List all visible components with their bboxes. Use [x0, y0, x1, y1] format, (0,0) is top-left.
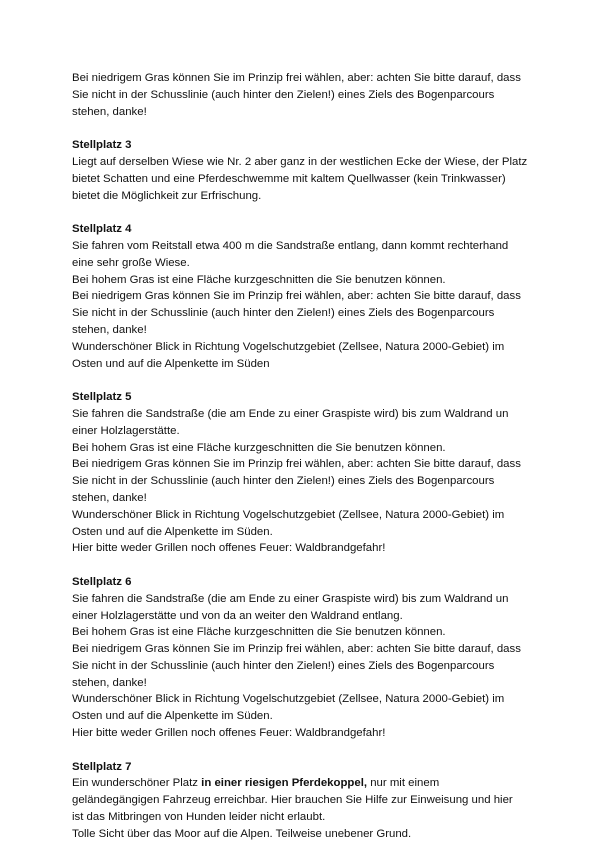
section-heading: Stellplatz 4	[72, 223, 132, 236]
text-line: einer Holzlagerstätte.	[72, 424, 180, 437]
text-line: Sie nicht in der Schusslinie (auch hinter den Zielen!) eines Ziels des Bogenparcours	[72, 307, 495, 320]
text-line: Sie nicht in der Schusslinie (auch hinter den Zielen!) eines Ziels des Bogenparcours	[72, 659, 495, 672]
text-line: Hier bitte weder Grillen noch offenes Feuer: Waldbrandgefahr!	[72, 542, 386, 555]
text-line: Bei niedrigem Gras können Sie im Prinzip frei wählen, aber: achten Sie bitte darauf, dass	[72, 458, 521, 471]
text-line: Sie nicht in der Schusslinie (auch hinter den Zielen!) eines Ziels des Bogenparcours	[72, 475, 495, 488]
text-line: Wunderschöner Blick in Richtung Vogelschutzgebiet (Zellsee, Natura 2000-Gebiet) im	[72, 340, 505, 353]
text-line: Osten und auf die Alpenkette im Süden	[72, 357, 270, 370]
text-line: Bei hohem Gras ist eine Fläche kurzgeschnitten die Sie benutzen können.	[72, 273, 446, 286]
text-line: Osten und auf die Alpenkette im Süden.	[72, 525, 273, 538]
text-line: Bei niedrigem Gras können Sie im Prinzip frei wählen, aber: achten Sie bitte darauf, dass	[72, 72, 521, 84]
text-line: Hier bitte weder Grillen noch offenes Feuer: Waldbrandgefahr!	[72, 727, 386, 740]
section-stellplatz-4	[72, 221, 542, 372]
text-run: Ein wunderschöner Platz	[72, 777, 202, 790]
text-line: Liegt auf derselben Wiese wie Nr. 2 aber ganz in der westlichen Ecke der Wiese, der Platz	[72, 155, 528, 168]
section-heading: Stellplatz 3	[72, 139, 132, 152]
section-stellplatz-5	[72, 389, 542, 557]
section-stellplatz-3	[72, 137, 542, 204]
section-heading: Stellplatz 5	[72, 391, 132, 404]
section-body	[72, 775, 542, 842]
text-line: bietet Schatten und eine Pferdeschwemme mit kaltem Quellwasser (kein Trinkwasser)	[72, 172, 506, 185]
section-body	[72, 591, 542, 742]
text-line: Wunderschöner Blick in Richtung Vogelschutzgebiet (Zellsee, Natura 2000-Gebiet) im	[72, 508, 505, 521]
text-line: stehen, danke!	[72, 491, 147, 504]
text-line: Bei niedrigem Gras können Sie im Prinzip frei wählen, aber: achten Sie bitte darauf, dass	[72, 290, 521, 303]
text-line: Sie fahren die Sandstraße (die am Ende zu einer Graspiste wird) bis zum Waldrand un	[72, 407, 509, 420]
section-body	[72, 154, 542, 204]
document-page	[72, 70, 542, 843]
text-line: bietet die Möglichkeit zur Erfrischung.	[72, 189, 262, 202]
section-body	[72, 406, 542, 557]
text-line: Bei niedrigem Gras können Sie im Prinzip frei wählen, aber: achten Sie bitte darauf, dass	[72, 643, 521, 656]
text-run: nur mit einem	[367, 777, 440, 790]
text-line: stehen, danke!	[72, 676, 147, 689]
section-heading: Stellplatz 6	[72, 575, 132, 588]
text-line: Bei hohem Gras ist eine Fläche kurzgeschnitten die Sie benutzen können.	[72, 441, 446, 454]
text-line: Sie fahren die Sandstraße (die am Ende zu einer Graspiste wird) bis zum Waldrand un	[72, 592, 509, 605]
text-line: geländegängigen Fahrzeug erreichbar. Hier brauchen Sie Hilfe zur Einweisung und hier	[72, 794, 513, 807]
text-line: stehen, danke!	[72, 323, 147, 336]
text-line	[72, 775, 542, 792]
text-line: eine sehr große Wiese.	[72, 256, 190, 269]
text-line: einer Holzlagerstätte und von da an weiter den Waldrand entlang.	[72, 609, 403, 622]
text-line: Sie nicht in der Schusslinie (auch hinter den Zielen!) eines Ziels des Bogenparcours	[72, 88, 495, 101]
section-stellplatz-6	[72, 574, 542, 742]
text-line: Wunderschöner Blick in Richtung Vogelschutzgebiet (Zellsee, Natura 2000-Gebiet) im	[72, 693, 505, 706]
text-line: Bei hohem Gras ist eine Fläche kurzgeschnitten die Sie benutzen können.	[72, 626, 446, 639]
section-body	[72, 238, 542, 372]
bold-text: in einer riesigen Pferdekoppel,	[201, 777, 368, 790]
text-line: stehen, danke!	[72, 105, 147, 118]
text-line: Osten und auf die Alpenkette im Süden.	[72, 710, 273, 723]
intro-paragraph	[72, 70, 542, 120]
text-line: Sie fahren vom Reitstall etwa 400 m die Sandstraße entlang, dann kommt rechterhand	[72, 239, 509, 252]
text-line: Tolle Sicht über das Moor auf die Alpen. Teilweise unebener Grund.	[72, 827, 412, 840]
text-line: ist das Mitbringen von Hunden leider nicht erlaubt.	[72, 811, 326, 824]
section-heading: Stellplatz 7	[72, 760, 132, 773]
section-stellplatz-7	[72, 759, 542, 843]
